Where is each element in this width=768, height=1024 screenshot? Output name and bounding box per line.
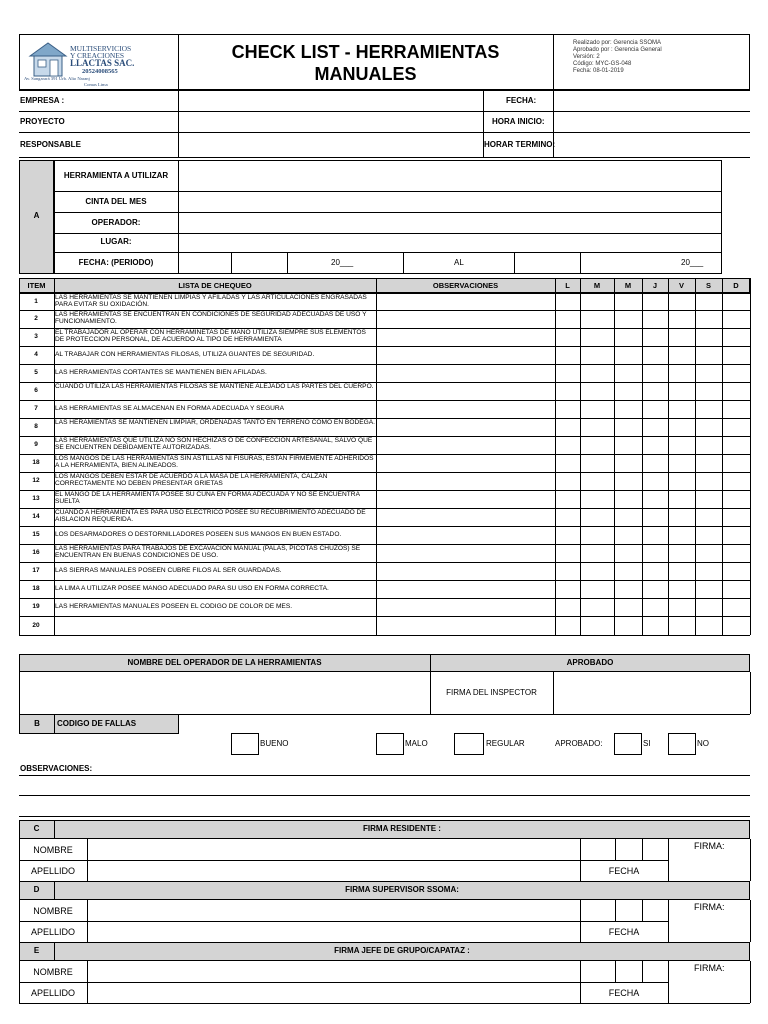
- day-check-cell[interactable]: [669, 545, 695, 562]
- day-check-cell[interactable]: [556, 347, 580, 364]
- responsable-field[interactable]: [179, 133, 482, 157]
- day-check-cell[interactable]: [723, 311, 750, 328]
- item-number: 7: [34, 405, 38, 412]
- observation-cell[interactable]: [377, 311, 554, 328]
- col-header-day-5: V: [678, 281, 684, 290]
- label-si: SI: [643, 739, 651, 748]
- day-check-cell[interactable]: [643, 419, 668, 436]
- meta-aprobado: Aprobado por : Gerencia General: [573, 47, 662, 53]
- day-check-cell[interactable]: [581, 329, 614, 346]
- col-header-day-3: M: [624, 281, 632, 290]
- regular-checkbox[interactable]: [454, 733, 484, 755]
- day-check-cell[interactable]: [643, 329, 668, 346]
- day-check-cell[interactable]: [723, 545, 750, 562]
- day-check-cell[interactable]: [723, 365, 750, 382]
- checklist-item-text: LOS DESARMADORES O DESTORNILLADORES POSEEN SUS MANGOS EN BUEN ESTADO.: [55, 531, 342, 538]
- day-check-cell[interactable]: [723, 419, 750, 436]
- checklist-item-text: LAS HERRAMIENTAS MANUALES POSEEN EL CODIGO DE COLOR DE MES.: [55, 603, 293, 610]
- day-check-cell[interactable]: [556, 419, 580, 436]
- day-check-cell[interactable]: [696, 437, 722, 454]
- label-firma-inspector: FIRMA DEL INSPECTOR: [446, 688, 537, 697]
- observation-cell[interactable]: [377, 365, 554, 382]
- day-check-cell[interactable]: [723, 581, 750, 598]
- day-check-cell[interactable]: [669, 365, 695, 382]
- signature-section-letter: E: [33, 946, 40, 955]
- day-check-cell[interactable]: [556, 455, 580, 472]
- item-number: 12: [32, 477, 40, 484]
- day-check-cell[interactable]: [723, 617, 750, 635]
- house-logo-icon: [28, 40, 68, 80]
- day-check-cell[interactable]: [556, 599, 580, 616]
- document-title-line2: MANUALES: [314, 64, 417, 84]
- day-check-cell[interactable]: [556, 563, 580, 580]
- fecha-field[interactable]: [554, 91, 750, 111]
- day-check-cell[interactable]: [723, 599, 750, 616]
- day-check-cell[interactable]: [581, 294, 614, 310]
- day-check-cell[interactable]: [643, 383, 668, 400]
- col-header-day-1: L: [565, 281, 570, 290]
- day-check-cell[interactable]: [723, 294, 750, 310]
- day-check-cell[interactable]: [669, 383, 695, 400]
- day-check-cell[interactable]: [615, 311, 642, 328]
- proyecto-field[interactable]: [179, 112, 482, 132]
- label-malo: MALO: [405, 739, 428, 748]
- day-check-cell[interactable]: [696, 473, 722, 490]
- day-check-cell[interactable]: [556, 473, 580, 490]
- day-check-cell[interactable]: [615, 473, 642, 490]
- label-nombre: NOMBRE: [33, 967, 73, 977]
- observation-cell[interactable]: [377, 509, 554, 526]
- day-check-cell[interactable]: [581, 563, 614, 580]
- col-header-day-2: M: [593, 281, 601, 290]
- section-b-letter: B: [34, 719, 40, 728]
- meta-realizado: Realizado por: Gerencia SSOMA: [573, 40, 662, 46]
- nombre-operador-field[interactable]: [20, 673, 429, 713]
- day-check-cell[interactable]: [643, 437, 668, 454]
- day-check-cell[interactable]: [723, 491, 750, 508]
- day-check-cell[interactable]: [723, 527, 750, 544]
- day-check-cell[interactable]: [696, 509, 722, 526]
- item-number: 4: [34, 351, 38, 358]
- col-header-item: ITEM: [27, 281, 46, 290]
- day-check-cell[interactable]: [581, 545, 614, 562]
- day-check-cell[interactable]: [643, 473, 668, 490]
- label-lugar: LUGAR:: [100, 237, 132, 246]
- day-check-cell[interactable]: [615, 563, 642, 580]
- day-check-cell[interactable]: [556, 509, 580, 526]
- observation-cell[interactable]: [377, 545, 554, 562]
- day-check-cell[interactable]: [556, 617, 580, 635]
- periodo-year-start: 20___: [331, 258, 354, 267]
- day-check-cell[interactable]: [696, 419, 722, 436]
- day-check-cell[interactable]: [669, 617, 695, 635]
- day-check-cell[interactable]: [615, 383, 642, 400]
- day-check-cell[interactable]: [669, 294, 695, 310]
- item-number: 3: [34, 333, 38, 340]
- checklist-item-text: LA LIMA A UTILIZAR POSEE MANGO ADECUADO PARA SU USO EN FORMA CORRECTA.: [55, 585, 329, 592]
- day-check-cell[interactable]: [696, 455, 722, 472]
- day-check-cell[interactable]: [723, 563, 750, 580]
- empresa-field[interactable]: [179, 91, 482, 111]
- day-check-cell[interactable]: [696, 294, 722, 310]
- label-firma: FIRMA:: [694, 902, 725, 912]
- day-check-cell[interactable]: [556, 437, 580, 454]
- day-check-cell[interactable]: [615, 599, 642, 616]
- label-observaciones: OBSERVACIONES:: [20, 764, 93, 773]
- day-check-cell[interactable]: [723, 437, 750, 454]
- logo-line-1: MULTISERVICIOS: [70, 44, 132, 53]
- day-check-cell[interactable]: [643, 581, 668, 598]
- item-number: 18: [32, 459, 40, 466]
- day-check-cell[interactable]: [615, 527, 642, 544]
- day-check-cell[interactable]: [556, 527, 580, 544]
- observation-cell[interactable]: [377, 491, 554, 508]
- item-number: 2: [34, 315, 38, 322]
- malo-checkbox[interactable]: [376, 733, 404, 755]
- day-check-cell[interactable]: [669, 401, 695, 418]
- label-no: NO: [697, 739, 709, 748]
- day-check-cell[interactable]: [615, 509, 642, 526]
- label-fecha-firma: FECHA: [608, 927, 640, 937]
- label-aprobado-b: APROBADO:: [555, 739, 603, 748]
- item-number: 20: [32, 621, 40, 629]
- checklist-item-text: LAS HERRAMIENTAS PARA TRABAJOS DE EXCAVACION MANUAL (PALAS, PICOTAS CHUZOS) SE ENCUENTRAN EN BUENAS CONDICIONES DE USO.: [55, 545, 361, 560]
- day-check-cell[interactable]: [669, 563, 695, 580]
- item-number: 6: [34, 387, 38, 394]
- apellido-field[interactable]: [88, 861, 579, 881]
- day-check-cell[interactable]: [669, 491, 695, 508]
- item-number: 5: [34, 369, 38, 376]
- checklist-item-text: LAS HERRAMIENTAS QUE UTILIZA NO SON HECHIZAS O DE CONFECCION ARTESANAL, SALVO QUE SE ENCUENTREN DEBIDAMENTE AUTORIZADAS.: [55, 437, 373, 452]
- firma-field[interactable]: [669, 975, 749, 1003]
- day-check-cell[interactable]: [669, 581, 695, 598]
- label-horar-termino: HORAR TERMINO:: [484, 140, 556, 149]
- observation-cell[interactable]: [377, 455, 554, 472]
- signature-title: FIRMA JEFE DE GRUPO/CAPATAZ :: [334, 946, 470, 955]
- day-check-cell[interactable]: [643, 311, 668, 328]
- checklist-item-text: LAS HERRAMIENTAS SE MANTIENEN LIMPIAS Y AFILADAS Y LAS ARTICULACIONES ENGRASADAS PARA EVITAR SU OXIDACIÓN.: [55, 294, 367, 309]
- signature-section-letter: C: [33, 824, 40, 833]
- observation-cell[interactable]: [377, 473, 554, 490]
- day-check-cell[interactable]: [581, 617, 614, 635]
- day-check-cell[interactable]: [581, 527, 614, 544]
- day-check-cell[interactable]: [643, 563, 668, 580]
- document-title: CHECK LIST - HERRAMIENTAS: [231, 42, 500, 62]
- day-check-cell[interactable]: [615, 294, 642, 310]
- checklist-item-text: AL TRABAJAR CON HERRAMIENTAS FILOSAS, UTILIZA GUANTES DE SEGURIDAD.: [55, 351, 315, 358]
- day-check-cell[interactable]: [669, 473, 695, 490]
- day-check-cell[interactable]: [643, 347, 668, 364]
- item-number: 16: [32, 549, 40, 556]
- day-check-cell[interactable]: [669, 311, 695, 328]
- item-number: 17: [32, 567, 40, 574]
- day-check-cell[interactable]: [581, 365, 614, 382]
- signature-title: FIRMA SUPERVISOR SSOMA:: [345, 885, 459, 894]
- item-number: 9: [34, 441, 38, 448]
- label-cinta-mes: CINTA DEL MES: [85, 197, 147, 206]
- day-check-cell[interactable]: [556, 365, 580, 382]
- day-check-cell[interactable]: [669, 419, 695, 436]
- item-number: 8: [34, 423, 38, 430]
- logo-address: Av. Sangarará 391 Urb. Alto Naranj: [24, 76, 90, 81]
- meta-version: Versión: 2: [573, 54, 600, 60]
- day-check-cell[interactable]: [723, 473, 750, 490]
- checklist-item-text: LAS HERRAMIENTAS SE ENCUENTRAN EN CONDICIONES DE SEGURIDAD ADECUADAS DE USO Y FUNCIONAMIENTO.: [55, 311, 367, 326]
- logo-ruc: 20524008565: [82, 68, 118, 75]
- day-check-cell[interactable]: [615, 491, 642, 508]
- day-check-cell[interactable]: [669, 437, 695, 454]
- apellido-field[interactable]: [88, 922, 579, 942]
- day-check-cell[interactable]: [723, 455, 750, 472]
- day-check-cell[interactable]: [643, 401, 668, 418]
- label-nombre: NOMBRE: [33, 906, 73, 916]
- horar-termino-field[interactable]: [554, 133, 750, 157]
- label-nombre: NOMBRE: [33, 845, 73, 855]
- label-fecha-periodo: FECHA: (PERIODO): [78, 258, 154, 267]
- label-hora-inicio: HORA INICIO:: [492, 117, 545, 126]
- label-herramienta: HERRAMIENTA A UTILIZAR: [63, 171, 169, 180]
- day-check-cell[interactable]: [615, 545, 642, 562]
- col-header-day-4: J: [652, 281, 658, 290]
- checklist-item-text: LAS HERRAMIENTAS SE ALMACENAN EN FORMA ADECUADA Y SEGURA: [55, 405, 285, 412]
- section-a-letter: A: [33, 211, 40, 220]
- item-number: 19: [32, 603, 40, 610]
- day-check-cell[interactable]: [669, 509, 695, 526]
- day-check-cell[interactable]: [581, 311, 614, 328]
- day-check-cell[interactable]: [556, 294, 580, 310]
- day-check-cell[interactable]: [615, 401, 642, 418]
- col-header-day-7: D: [733, 281, 739, 290]
- bueno-checkbox[interactable]: [231, 733, 259, 755]
- day-check-cell[interactable]: [581, 599, 614, 616]
- day-check-cell[interactable]: [643, 617, 668, 635]
- day-check-cell[interactable]: [669, 329, 695, 346]
- label-fecha-firma: FECHA: [608, 866, 640, 876]
- checklist-item-text: LOS MANGOS DEBEN ESTAR DE ACUERDO A LA MASA DE LA HERRAMIENTA, CALZAN CORRECTAMENTE NO DEBEN PRESENTAR GRIETAS: [55, 473, 328, 488]
- observation-cell[interactable]: [377, 401, 554, 418]
- checklist-item-text: CUANDO UTILIZA LAS HERRAMIENTAS FILOSAS SE MANTIENE ALEJADO LAS PARTES DEL CUERPO.: [55, 383, 374, 390]
- apellido-field[interactable]: [88, 983, 579, 1003]
- day-check-cell[interactable]: [556, 329, 580, 346]
- checklist-item-text: LAS HERRAMIENTAS CORTANTES SE MANTIENEN BIEN AFILADAS.: [55, 369, 267, 376]
- logo-line-2: Y CREACIONES: [70, 51, 125, 60]
- day-check-cell[interactable]: [615, 347, 642, 364]
- nombre-field[interactable]: [88, 840, 579, 860]
- periodo-year-end: 20___: [681, 258, 704, 267]
- day-check-cell[interactable]: [696, 563, 722, 580]
- day-check-cell[interactable]: [696, 545, 722, 562]
- checklist-item-text: LAS HERAMIENTAS SE MANTIENEN LIMPIAR, ORDENADAS TANTO EN TERRENO COMO EN BODEGA.: [55, 419, 375, 426]
- day-check-cell[interactable]: [696, 581, 722, 598]
- col-header-day-6: S: [705, 281, 711, 290]
- day-check-cell[interactable]: [669, 455, 695, 472]
- day-check-cell[interactable]: [696, 401, 722, 418]
- day-check-cell[interactable]: [643, 294, 668, 310]
- item-number: 13: [32, 495, 40, 502]
- label-aprobado: APROBADO: [566, 658, 614, 667]
- meta-fecha: Fecha: 08-01-2019: [573, 68, 624, 74]
- label-fecha-firma: FECHA: [608, 988, 640, 998]
- day-check-cell[interactable]: [581, 347, 614, 364]
- nombre-field[interactable]: [88, 901, 579, 921]
- day-check-cell[interactable]: [643, 455, 668, 472]
- day-check-cell[interactable]: [723, 383, 750, 400]
- label-fecha: FECHA:: [506, 96, 537, 105]
- day-check-cell[interactable]: [556, 311, 580, 328]
- operador-field[interactable]: [179, 213, 721, 233]
- observation-cell[interactable]: [377, 563, 554, 580]
- day-check-cell[interactable]: [581, 581, 614, 598]
- day-check-cell[interactable]: [581, 509, 614, 526]
- label-apellido: APELLIDO: [30, 988, 76, 998]
- day-check-cell[interactable]: [556, 581, 580, 598]
- day-check-cell[interactable]: [696, 599, 722, 616]
- firma-field[interactable]: [669, 853, 749, 881]
- aprobado-signature-field[interactable]: [554, 673, 749, 713]
- day-check-cell[interactable]: [643, 527, 668, 544]
- day-check-cell[interactable]: [696, 311, 722, 328]
- item-number: 14: [32, 513, 40, 520]
- day-check-cell[interactable]: [643, 545, 668, 562]
- lugar-field[interactable]: [179, 234, 721, 252]
- label-firma: FIRMA:: [694, 841, 725, 851]
- label-apellido: APELLIDO: [30, 866, 76, 876]
- day-check-cell[interactable]: [615, 617, 642, 635]
- checklist-item-text: [55, 622, 375, 640]
- day-check-cell[interactable]: [615, 329, 642, 346]
- firma-field[interactable]: [669, 914, 749, 942]
- periodo-al: AL: [454, 258, 464, 267]
- day-check-cell[interactable]: [581, 437, 614, 454]
- observation-cell[interactable]: [377, 383, 554, 400]
- col-header-observaciones: OBSERVACIONES: [432, 281, 499, 290]
- herramienta-field[interactable]: [179, 161, 721, 191]
- day-check-cell[interactable]: [723, 329, 750, 346]
- day-check-cell[interactable]: [723, 401, 750, 418]
- label-codigo-fallas: CODIGO DE FALLAS: [57, 719, 137, 728]
- day-check-cell[interactable]: [696, 329, 722, 346]
- observation-cell[interactable]: [377, 294, 554, 310]
- day-check-cell[interactable]: [696, 383, 722, 400]
- observation-cell[interactable]: [377, 437, 554, 454]
- item-number: 18: [32, 585, 40, 592]
- label-nombre-operador: NOMBRE DEL OPERADOR DE LA HERRAMIENTAS: [127, 658, 322, 667]
- label-bueno: BUENO: [260, 739, 289, 748]
- day-check-cell[interactable]: [643, 509, 668, 526]
- observaciones-field[interactable]: [19, 776, 750, 816]
- label-responsable: RESPONSABLE: [20, 140, 81, 149]
- day-check-cell[interactable]: [615, 365, 642, 382]
- day-check-cell[interactable]: [556, 491, 580, 508]
- observation-cell[interactable]: [377, 419, 554, 436]
- label-apellido: APELLIDO: [30, 927, 76, 937]
- day-check-cell[interactable]: [696, 527, 722, 544]
- observation-cell[interactable]: [377, 347, 554, 364]
- day-check-cell[interactable]: [696, 617, 722, 635]
- day-check-cell[interactable]: [615, 419, 642, 436]
- company-logo: [24, 38, 172, 88]
- observation-cell[interactable]: [377, 329, 554, 346]
- label-operador: OPERADOR:: [91, 218, 141, 227]
- day-check-cell[interactable]: [669, 527, 695, 544]
- day-check-cell[interactable]: [669, 347, 695, 364]
- item-number: 15: [32, 531, 40, 538]
- day-check-cell[interactable]: [581, 473, 614, 490]
- day-check-cell[interactable]: [723, 347, 750, 364]
- day-check-cell[interactable]: [581, 491, 614, 508]
- day-check-cell[interactable]: [615, 455, 642, 472]
- day-check-cell[interactable]: [696, 347, 722, 364]
- day-check-cell[interactable]: [556, 545, 580, 562]
- logo-line-3: LLACTAS SAC.: [70, 58, 135, 68]
- day-check-cell[interactable]: [615, 437, 642, 454]
- label-proyecto: PROYECTO: [20, 117, 65, 126]
- observation-cell[interactable]: [377, 527, 554, 544]
- day-check-cell[interactable]: [581, 419, 614, 436]
- observation-cell[interactable]: [377, 599, 554, 616]
- checklist-item-text: LAS SIERRAS MANUALES POSEEN CUBRE FILOS AL SER GUARDADAS.: [55, 567, 282, 574]
- day-check-cell[interactable]: [669, 599, 695, 616]
- day-check-cell[interactable]: [556, 383, 580, 400]
- nombre-field[interactable]: [88, 962, 579, 982]
- no-checkbox[interactable]: [668, 733, 696, 755]
- meta-codigo: Código: MYC-GS-048: [573, 61, 632, 67]
- label-regular: REGULAR: [486, 739, 525, 748]
- day-check-cell[interactable]: [723, 509, 750, 526]
- day-check-cell[interactable]: [696, 491, 722, 508]
- day-check-cell[interactable]: [581, 383, 614, 400]
- signature-section-letter: D: [33, 885, 40, 894]
- si-checkbox[interactable]: [614, 733, 642, 755]
- checklist-item-text: EL MANGO DE LA HERRAMIENTA POSEE SU CUÑA EN FORMA ADECUADA Y NO SE ENCUENTRA SUELTA: [55, 491, 360, 506]
- checklist-item-text: EL TRABAJADOR AL OPERAR CON HERRAMINETAS DE MANO UTILIZA SIEMPRE SUS ELEMENTOS DE PROTECCION PERSONAL, DE ACUERDO AL TIPO DE HERRAMIENTA: [55, 329, 366, 344]
- signature-title: FIRMA RESIDENTE :: [363, 824, 441, 833]
- label-empresa: EMPRESA :: [20, 96, 65, 105]
- label-firma: FIRMA:: [694, 963, 725, 973]
- day-check-cell[interactable]: [643, 599, 668, 616]
- checklist-item-text: LOS MANGOS DE LAS HERRAMIENTAS SIN ASTILLAS NI FISURAS, ESTAN FIRMEMENTE ADHERIDOS A LA HERRAMIENTA, BIEN ALINEADOS.: [55, 455, 374, 470]
- hora-inicio-field[interactable]: [554, 112, 750, 132]
- col-header-lista: LISTA DE CHEQUEO: [178, 281, 252, 290]
- day-check-cell[interactable]: [581, 455, 614, 472]
- day-check-cell[interactable]: [696, 365, 722, 382]
- day-check-cell[interactable]: [556, 401, 580, 418]
- logo-city: Comas Lima: [84, 82, 108, 87]
- checklist-item-text: CUANDO A HERRAMIENTA ES PARA USO ELECTRICO POSEE SU RECUBRIMIENTO ADECUADO DE AISLACION REQUERIDA.: [55, 509, 366, 524]
- day-check-cell[interactable]: [643, 365, 668, 382]
- day-check-cell[interactable]: [643, 491, 668, 508]
- observation-cell[interactable]: [377, 617, 554, 635]
- day-check-cell[interactable]: [581, 401, 614, 418]
- observation-cell[interactable]: [377, 581, 554, 598]
- day-check-cell[interactable]: [615, 581, 642, 598]
- item-number: 1: [34, 297, 38, 305]
- cinta-mes-field[interactable]: [179, 192, 721, 212]
